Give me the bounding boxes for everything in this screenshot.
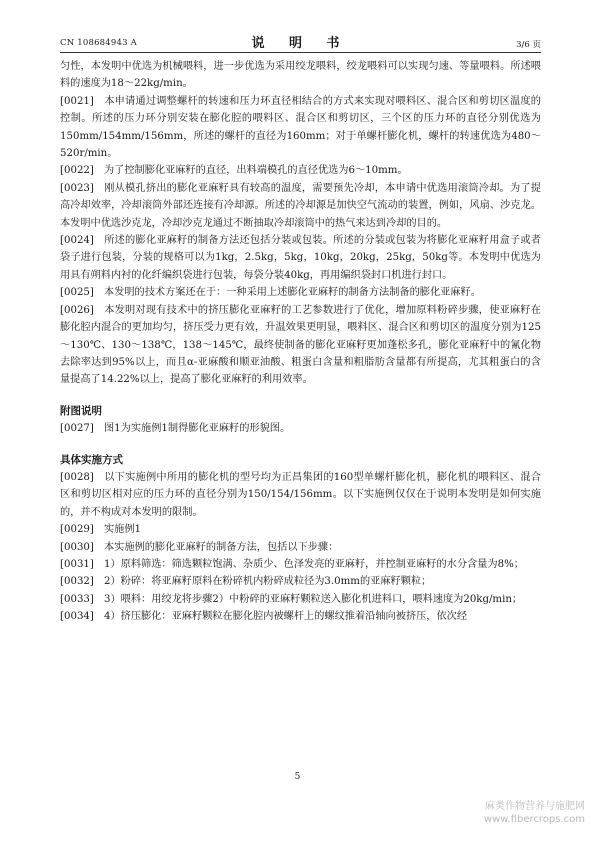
- paragraph-number: [0022]: [60, 165, 94, 177]
- paragraph-text: 1）原料筛选：筛选颗粒饱满、杂质少、色泽发亮的亚麻籽，并控制亚麻籽的水分含量为8%；: [104, 558, 524, 570]
- paragraph-text: 4）挤压膨化：亚麻籽颗粒在膨化腔内被螺杆上的螺纹推着沿轴向被挤压，依次经: [104, 611, 468, 623]
- paragraph-0033: [60, 591, 541, 608]
- paragraph-number: [0025]: [60, 287, 94, 299]
- document-body: [60, 58, 541, 626]
- paragraph-number: [0026]: [60, 304, 94, 316]
- paragraph-text: 匀性，本发明中优选为机械喂料，进一步优选为采用绞龙喂料，绞龙喂料可以实现匀速、等量喂料。所述喂料的速度为18～22kg/min。: [60, 61, 541, 90]
- paragraph-number: [0028]: [60, 471, 94, 483]
- paragraph-0025: [60, 284, 541, 301]
- section-heading-figures: 附图说明: [60, 404, 102, 417]
- page-header: [60, 30, 541, 50]
- section-gap: [60, 389, 541, 403]
- paragraph-text: 刚从模孔挤出的膨化亚麻籽具有较高的温度，需要预先冷却，本申请中优选用滚筒冷却。为了提高冷却效率，冷却滚筒外部还连接有冷却源。所述的冷却源是加快空气流动的装置，例如，风扇、沙克龙。本发明中优选沙克龙，冷却沙克龙通过不断抽取冷却滚筒中的热气来达到冷却的目的。: [60, 182, 541, 229]
- site-watermark: [484, 800, 585, 826]
- paragraph-number: [0021]: [60, 95, 94, 107]
- paragraph-0027: [60, 420, 541, 437]
- watermark-site-url: www.fibercrops.com: [483, 814, 585, 825]
- paragraph-text: 本实施例的膨化亚麻籽的制备方法，包括以下步骤：: [104, 541, 339, 553]
- paragraph-0026: [60, 302, 541, 389]
- paragraph-0024: [60, 232, 541, 284]
- paragraph-text: 以下实施例中所用的膨化机的型号均为正昌集团的160型单螺杆膨化机，膨化机的喂料区、混合区和剪切区相对应的压力环的直径分别为150/154/156mm。以下实施例仅仅在于说明本发明是如何实施的，并不构成对本发明的限制。: [60, 471, 541, 518]
- paragraph-number: [0032]: [60, 576, 94, 588]
- paragraph-text: 所述的膨化亚麻籽的制备方法还包括分装或包装。所述的分装或包装为将膨化亚麻籽用盒子或者袋子进行包装，分装的规格可以为1kg，2.5kg，5kg，10kg，20kg，25kg，50kg等。本发明中优选为用具有朔料内衬的化纤编织袋进行包装，每袋分装40kg，再用编织袋封口机进行封口。: [60, 235, 541, 281]
- paragraph-0031: [60, 556, 541, 573]
- paragraph-continued: [60, 58, 541, 93]
- paragraph-number: [0033]: [60, 593, 94, 605]
- document-title: 说 明 书: [251, 36, 350, 51]
- paragraph-number: [0031]: [60, 558, 94, 570]
- paragraph-text: 3）喂料：用绞龙将步骤2）中粉碎的亚麻籽颗粒送入膨化机进料口，喂料速度为20kg/min；: [104, 593, 523, 605]
- paragraph-number: [0029]: [60, 524, 94, 536]
- paragraph-text: 2）粉碎：将亚麻籽原料在粉碎机内粉碎成粒径为3.0mm的亚麻籽颗粒；: [104, 576, 432, 588]
- paragraph-0034: [60, 608, 541, 625]
- page-number: 5: [294, 772, 301, 782]
- paragraph-0022: [60, 162, 541, 179]
- paragraph-number: [0027]: [60, 423, 94, 435]
- paragraph-0030: [60, 539, 541, 556]
- paragraph-0023: [60, 180, 541, 232]
- paragraph-text: 本发明对现有技术中的挤压膨化亚麻籽的工艺参数进行了优化，增加原料粉碎步骤，使亚麻籽在膨化腔内混合的更加均匀，挤压受力更有效，升温效果更明显，喂料区、混合区和剪切区的温度分别为125～130℃、130～138℃，138～145℃，最终使制备的膨化亚麻籽更加蓬松多孔，膨化亚麻籽中的氰化物去除率达到95%以上，而且α-亚麻酸和顺亚油酸、粗蛋白含量和粗脂肪含量都有所提高，尤其粗蛋白的含量提高了14.22%以上，提高了膨化亚麻籽的利用效率。: [60, 304, 541, 386]
- paragraph-0021: [60, 93, 541, 163]
- paragraph-0028: [60, 469, 541, 521]
- paragraph-text: 图1为实施例1制得膨化亚麻籽的形貌图。: [104, 423, 291, 435]
- paragraph-text: 本发明的技术方案还在于：一种采用上述膨化亚麻籽的制备方法制备的膨化亚麻籽。: [104, 287, 481, 299]
- watermark-site-name: 麻类作物营养与施肥网: [485, 801, 585, 812]
- patent-number: CN 108684943 A: [60, 38, 137, 48]
- paragraph-number: [0034]: [60, 611, 94, 623]
- section-gap: [60, 438, 541, 452]
- section-heading-embodiments: 具体实施方式: [60, 453, 123, 466]
- paragraph-0032: [60, 573, 541, 590]
- paragraph-text: 为了控制膨化亚麻籽的直径，出料端模孔的直径优选为6～10mm。: [104, 165, 408, 177]
- page-indicator: 3/6 页: [516, 40, 541, 50]
- paragraph-text: 实施例1: [104, 524, 142, 536]
- header-divider: [60, 52, 541, 53]
- paragraph-0029: [60, 521, 541, 538]
- paragraph-number: [0030]: [60, 541, 94, 553]
- paragraph-text: 本申请通过调整螺杆的转速和压力环直径相结合的方式来实现对喂料区、混合区和剪切区温度的控制。所述的压力环分别安装在膨化腔的喂料区、混合区和剪切区，三个区的压力环的直径分别优选为150mm/154mm/156mm，所述的螺杆的直径为160mm；对于单螺杆膨化机，螺杆的转速优选为480～520r/min。: [60, 95, 541, 160]
- paragraph-number: [0024]: [60, 235, 94, 247]
- paragraph-number: [0023]: [60, 182, 94, 194]
